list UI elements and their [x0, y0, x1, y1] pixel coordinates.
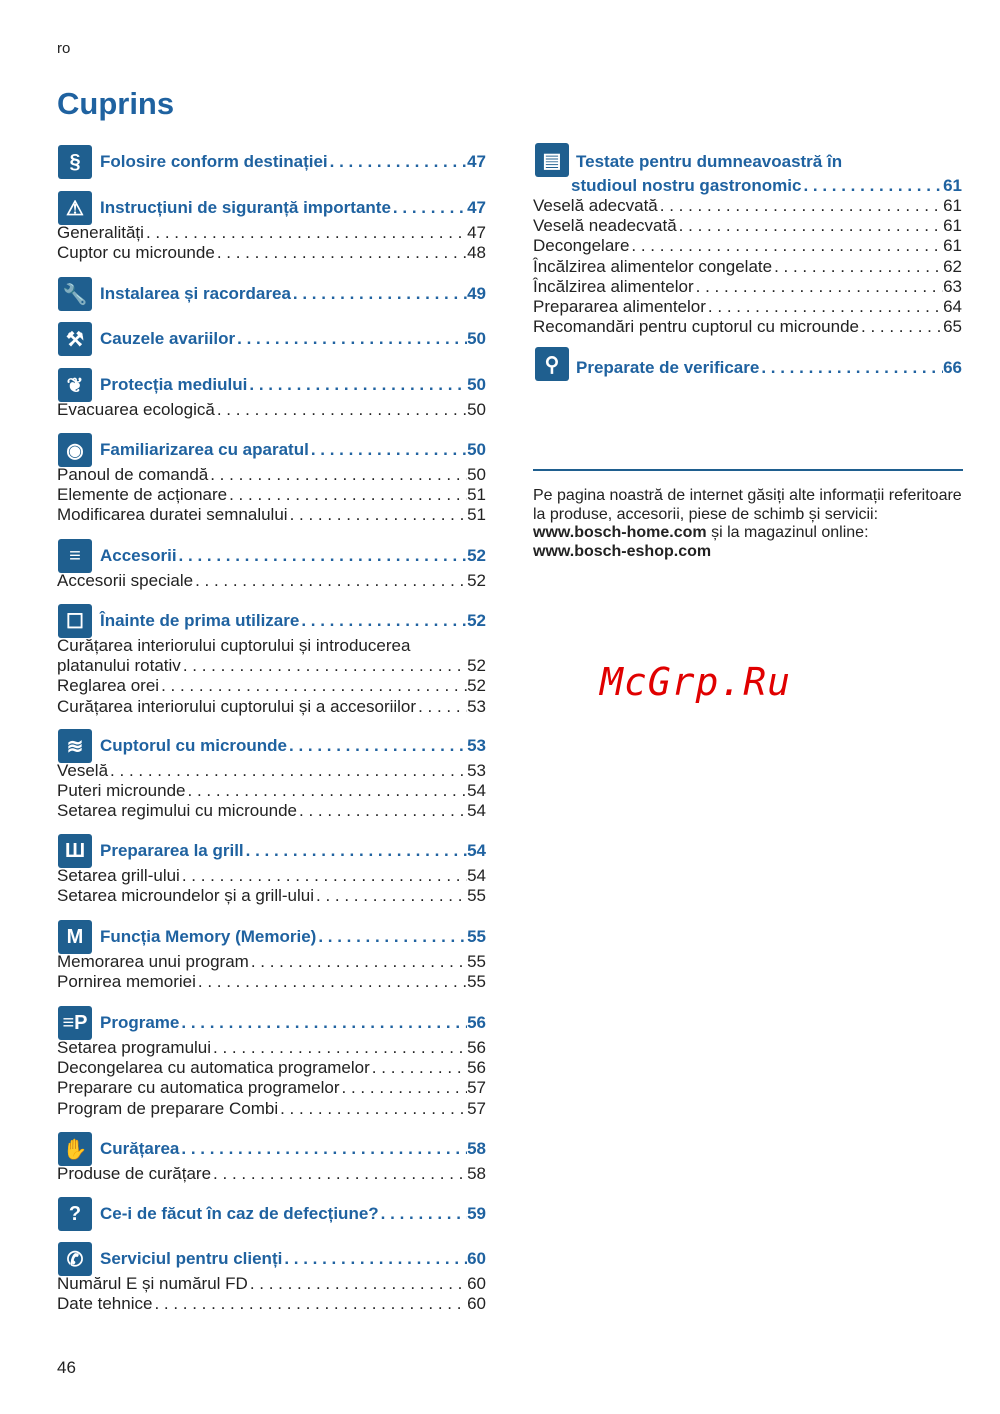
toc-heading[interactable]: [100, 284, 486, 304]
memory-icon: M: [58, 920, 92, 954]
entry-page: 50: [467, 440, 486, 459]
entry-title: Curățarea interiorului cuptorului și introducerea: [57, 636, 411, 655]
entry-title: Pornirea memoriei: [57, 972, 196, 992]
entry-title: Setarea grill-ului: [57, 866, 180, 885]
entry-title: Instalarea și racordarea: [100, 284, 291, 303]
dot-leader: [248, 1274, 467, 1294]
entry-title: Memorarea unui program: [57, 952, 249, 971]
dot-leader: [287, 736, 467, 756]
toc-entry[interactable]: [57, 485, 486, 505]
entry-page: 53: [467, 736, 486, 755]
toc-heading[interactable]: [100, 1013, 486, 1033]
entry-title: Familiarizarea cu aparatul: [100, 440, 309, 459]
entry-title: Prepararea alimentelor: [533, 297, 706, 316]
dot-leader: [144, 223, 467, 243]
document-icon: ▤: [535, 143, 569, 177]
entry-page: 58: [467, 1164, 486, 1183]
magnifier-icon: ⚲: [535, 347, 569, 381]
dot-leader: [658, 196, 943, 216]
toc-entry[interactable]: [57, 223, 486, 243]
entry-page: 55: [467, 886, 486, 906]
entry-page: 55: [467, 927, 486, 946]
entry-title: Decongelare: [533, 236, 630, 256]
dot-leader: [316, 927, 467, 947]
entry-title: studioul nostru gastronomic: [571, 176, 802, 195]
toc-entry[interactable]: [533, 257, 962, 277]
entry-title: Accesorii speciale: [57, 571, 194, 590]
entry-title: Cuptor cu microunde: [57, 243, 215, 263]
entry-title: Decongelarea cu automatica programelor: [57, 1058, 370, 1078]
entry-page: 59: [467, 1204, 486, 1223]
dot-leader: [278, 1099, 467, 1119]
entry-page: 60: [467, 1249, 486, 1268]
entry-title: Panoul de comandă: [57, 465, 209, 484]
toc-heading[interactable]: [571, 176, 962, 196]
entry-title: Elemente de acționare: [57, 485, 228, 505]
dot-leader: [297, 801, 467, 821]
dot-leader: [179, 1139, 467, 1159]
entry-page: 56: [467, 1058, 486, 1078]
entry-title: Instrucțiuni de siguranță importante: [100, 198, 391, 217]
entry-page: 48: [467, 243, 486, 263]
microwave-icon: ≋: [58, 729, 92, 763]
entry-page: 61: [943, 236, 962, 256]
toc-entry[interactable]: [533, 236, 962, 256]
page-number: 46: [57, 1358, 76, 1377]
toc-entry[interactable]: [57, 886, 486, 906]
entry-page: 61: [943, 216, 962, 236]
dot-leader: [215, 400, 467, 420]
toc-heading[interactable]: [100, 375, 486, 395]
toc-heading[interactable]: [100, 329, 486, 349]
toc-heading[interactable]: [100, 927, 486, 947]
website-info: [533, 487, 963, 561]
toc-entry[interactable]: [57, 761, 486, 781]
toc-entry[interactable]: [57, 1274, 486, 1294]
entry-title: Preparate de verificare: [576, 358, 760, 377]
dot-leader: [299, 611, 467, 631]
entry-title: Înainte de prima utilizare: [100, 611, 300, 630]
dot-leader: [211, 1164, 467, 1184]
dot-leader: [370, 1058, 467, 1078]
toc-entry[interactable]: [57, 465, 486, 485]
dot-leader: [801, 176, 943, 196]
entry-page: 52: [467, 546, 486, 565]
entry-page: 50: [467, 400, 486, 419]
dot-leader: [179, 1013, 467, 1033]
page-title: Cuprins: [57, 86, 175, 121]
entry-page: 56: [467, 1038, 486, 1057]
question-icon: ?: [58, 1197, 92, 1231]
entry-title: Program de preparare Combi: [57, 1098, 279, 1118]
grill-icon: Ш: [58, 834, 92, 868]
entry-title: Ce-i de făcut în caz de defecțiune?: [100, 1204, 379, 1223]
toc-heading[interactable]: [100, 736, 486, 756]
entry-page: 47: [467, 223, 486, 242]
dot-leader: [282, 1249, 467, 1269]
toc-entry[interactable]: [57, 676, 486, 696]
dot-leader: [391, 198, 467, 218]
dot-leader: [159, 676, 467, 696]
dot-leader: [288, 505, 468, 525]
entry-title: Veselă: [57, 761, 109, 780]
entry-title: Protecția mediului: [100, 375, 248, 394]
entry-page: 50: [467, 375, 486, 394]
dot-leader: [677, 216, 943, 236]
dot-leader: [227, 485, 467, 505]
entry-page: 52: [467, 571, 486, 590]
dot-leader: [328, 152, 467, 172]
entry-page: 61: [943, 176, 962, 195]
entry-title: Preparare cu automatica programelor: [57, 1078, 340, 1098]
entry-page: 66: [943, 358, 962, 377]
toc-entry[interactable]: [57, 1078, 486, 1098]
entry-page: 54: [467, 781, 486, 801]
entry-page: 60: [467, 1294, 486, 1314]
entry-title: Încălzirea alimentelor congelate: [533, 256, 773, 276]
toc-heading[interactable]: [100, 198, 486, 218]
toc-entry[interactable]: [533, 297, 962, 317]
phone-icon: ✆: [58, 1242, 92, 1276]
entry-page: 47: [467, 152, 486, 171]
programs-icon: ≡P: [58, 1006, 92, 1040]
toc-heading[interactable]: [100, 440, 486, 460]
toc-entry[interactable]: [57, 505, 486, 525]
dot-leader: [629, 236, 943, 256]
entry-title: Veselă neadecvată: [533, 216, 677, 236]
cleaning-icon: ✋: [58, 1132, 92, 1166]
entry-page: 57: [467, 1098, 486, 1118]
dot-leader: [706, 297, 943, 317]
entry-title: Generalități: [57, 223, 144, 242]
entry-page: 52: [467, 611, 486, 630]
toc-heading[interactable]: [100, 611, 486, 631]
toc-entry[interactable]: [57, 697, 486, 717]
toc-heading[interactable]: [100, 546, 486, 566]
entry-title: Date tehnice: [57, 1294, 153, 1314]
dot-leader: [314, 886, 467, 906]
toc-heading[interactable]: [100, 841, 486, 861]
watermark: McGrp.Ru: [600, 660, 792, 704]
entry-title: Cuptorul cu microunde: [100, 736, 287, 755]
first-use-icon: ☐: [58, 604, 92, 638]
entry-title: Setarea microundelor și a grill-ului: [57, 886, 315, 906]
toc-entry[interactable]: [57, 1294, 486, 1314]
entry-page: 58: [467, 1139, 486, 1158]
entry-page: 50: [467, 465, 486, 484]
toc-heading[interactable]: [100, 1249, 486, 1269]
dot-leader: [211, 1038, 467, 1058]
entry-title: Funcția Memory (Memorie): [100, 927, 317, 946]
entry-page: 55: [467, 952, 486, 971]
toc-entry[interactable]: [533, 277, 962, 297]
entry-title: Produse de curățare: [57, 1164, 212, 1183]
entry-title: Reglarea orei: [57, 676, 160, 696]
entry-title: platanului rotativ: [57, 656, 181, 676]
dot-leader: [235, 329, 467, 349]
dot-leader: [186, 781, 468, 801]
language-code: ro: [57, 40, 71, 57]
dot-leader: [772, 257, 943, 277]
toc-entry[interactable]: [57, 972, 486, 992]
entry-title: Recomandări pentru cuptorul cu microunde: [533, 317, 860, 337]
entry-title: Folosire conform destinației: [100, 152, 328, 171]
hammer-icon: ⚒: [58, 322, 92, 356]
entry-page: 47: [467, 198, 486, 217]
bosch-eshop-link[interactable]: www.bosch-eshop.com: [533, 542, 712, 560]
entry-title: Numărul E și numărul FD: [57, 1274, 248, 1293]
toc-entry[interactable]: [57, 571, 486, 591]
toc-entry[interactable]: [57, 656, 486, 676]
dot-leader: [180, 866, 467, 886]
toc-heading[interactable]: Testate pentru dumneavoastră în: [576, 152, 843, 171]
entry-page: 51: [467, 485, 486, 505]
entry-page: 54: [467, 801, 486, 821]
dot-leader: [208, 465, 467, 485]
toc-entry[interactable]: [57, 400, 486, 420]
entry-title: Curățarea: [100, 1139, 180, 1158]
entry-title: Încălzirea alimentelor: [533, 276, 694, 296]
toc-entry[interactable]: [57, 243, 486, 263]
dot-leader: [244, 841, 467, 861]
toc-entry[interactable]: [57, 1058, 486, 1078]
entry-page: 57: [467, 1078, 486, 1098]
entry-title: Cauzele avariilor: [100, 329, 236, 348]
entry-title: Prepararea la grill: [100, 841, 244, 860]
entry-title: Serviciul pentru clienți: [100, 1249, 283, 1268]
dot-leader: [193, 571, 467, 591]
entry-title: Puteri microunde: [57, 781, 186, 801]
entry-title: Setarea programului: [57, 1038, 212, 1057]
entry-page: 54: [467, 841, 486, 860]
dot-leader: [215, 243, 467, 263]
toc-entry[interactable]: [533, 196, 962, 216]
toc-entry[interactable]: [57, 781, 486, 801]
dot-leader: [291, 284, 467, 304]
toc-entry[interactable]: [57, 801, 486, 821]
entry-page: 63: [943, 276, 962, 296]
toc-entry[interactable]: [57, 636, 486, 656]
entry-page: 53: [467, 761, 486, 780]
dot-leader: [247, 375, 467, 395]
dot-leader: [340, 1078, 468, 1098]
entry-title: Curățarea interiorului cuptorului și a accesoriilor: [57, 696, 417, 716]
dot-leader: [309, 440, 467, 460]
entry-page: 51: [467, 505, 486, 525]
entry-title: Veselă adecvată: [533, 196, 658, 215]
entry-page: 49: [467, 284, 486, 303]
toc-entry[interactable]: [57, 1038, 486, 1058]
entry-page: 65: [943, 317, 962, 337]
toc-heading[interactable]: [100, 1204, 486, 1224]
toc-heading[interactable]: [576, 358, 962, 378]
entry-page: 62: [943, 256, 962, 276]
dot-leader: [181, 656, 467, 676]
dot-leader: [379, 1204, 467, 1224]
regulation-hand-icon: §: [58, 145, 92, 179]
divider: [533, 469, 963, 471]
entry-page: 64: [943, 297, 962, 316]
wrench-icon: 🔧: [58, 277, 92, 311]
warning-icon: ⚠: [58, 191, 92, 225]
entry-page: 53: [467, 696, 486, 716]
dot-leader: [859, 317, 943, 337]
eye-icon: ◉: [58, 433, 92, 467]
dot-leader: [152, 1294, 467, 1314]
entry-page: 55: [467, 972, 486, 992]
toc-entry[interactable]: [533, 216, 962, 236]
dot-leader: [108, 761, 467, 781]
entry-title: Accesorii: [100, 546, 177, 565]
entry-page: 52: [467, 656, 486, 676]
entry-page: 60: [467, 1274, 486, 1293]
leaf-icon: ❦: [58, 368, 92, 402]
dot-leader: [694, 277, 943, 297]
toc-entry[interactable]: [57, 1164, 486, 1184]
toc-entry[interactable]: [57, 1099, 486, 1119]
entry-title: Modificarea duratei semnalului: [57, 505, 288, 525]
info-text: și la magazinul online:: [706, 524, 869, 541]
entry-page: 61: [943, 196, 962, 215]
toc-heading[interactable]: [100, 152, 486, 172]
entry-page: 50: [467, 329, 486, 348]
toc-entry[interactable]: [57, 866, 486, 886]
entry-title: Evacuarea ecologică: [57, 400, 215, 419]
entry-page: 56: [467, 1013, 486, 1032]
info-text: Pe pagina noastră de internet găsiți alte informații referitoare la produse, accesorii, piese de schimb și servicii:: [533, 487, 962, 523]
dot-leader: [759, 358, 943, 378]
toc-entry[interactable]: [533, 317, 962, 337]
entry-page: 52: [467, 676, 486, 696]
entry-title: Setarea regimului cu microunde: [57, 801, 298, 821]
dot-leader: [249, 952, 467, 972]
dot-leader: [177, 546, 468, 566]
entry-title: Programe: [100, 1013, 180, 1032]
dot-leader: [196, 972, 467, 992]
toc-heading[interactable]: [100, 1139, 486, 1159]
entry-page: 54: [467, 866, 486, 885]
accessories-icon: ≡: [58, 539, 92, 573]
dot-leader: [416, 697, 467, 717]
bosch-home-link[interactable]: www.bosch-home.com: [533, 524, 707, 541]
toc-entry[interactable]: [57, 952, 486, 972]
